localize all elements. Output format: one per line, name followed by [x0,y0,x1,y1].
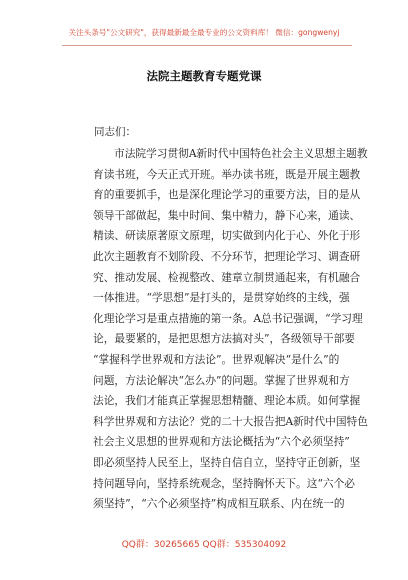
body-line: 此次主题教育不划阶段、不分环节，把理论学习、调查研 [93,249,361,263]
body-line: 即必须坚持人民至上，坚持自信自立，坚持守正创新，坚 [93,455,361,469]
body-line: 市法院学习贯彻A新时代中国特色社会主义思想主题教 [114,147,368,160]
body-line: 精读、研读原著原文原理，切实做到内化于心、外化于形 [93,229,361,243]
body-text [93,144,368,515]
body-line: 一体推进。“学思想”是打头的，是贯穿始终的主线，强 [93,291,350,305]
body-line: 须坚持”，“六个必须坚持”构成相互联系、内在统一的 [93,497,345,511]
body-line: 法论，我们才能真正掌握思想精髓、理论本质。如何掌握 [93,394,361,408]
body-line: 育读书班，今天正式开班。举办读书班，既是开展主题教 [93,167,361,181]
body-line: 化理论学习是重点措施的第一条。A总书记强调，“学习理 [93,311,363,325]
body-line: 持问题导向，坚持系统观念，坚持胸怀天下。这“六个必 [93,476,355,490]
body-line: 育的重要抓手，也是深化理论学习的重要方法，目的是从 [93,188,361,202]
header-divider [62,45,352,46]
greeting: 同志们： [94,126,136,138]
body-line: 社会主义思想的世界观和方法论概括为“六个必须坚持” [93,435,350,449]
body-line: 领导干部做起，集中时间、集中精力，静下心来，通读、 [93,208,361,222]
body-line: 究、推动发展、检视整改、建章立制贯通起来，有机融合 [93,270,361,284]
body-line: 科学世界观和方法论？党的二十大报告把A新时代中国特色 [93,414,368,428]
document-title: 法院主题教育专题党课 [146,69,262,83]
footer-contact: QQ群：30265665 QQ群：535304092 [121,540,287,550]
body-line: 论，最要紧的，是把思想方法搞对头”，各级领导干部要 [93,332,355,346]
header-promo-note: 关注头条号"公文研究"，获得最新最全最专业的公文资料库！ 微信：gongwenyj [68,28,340,37]
body-line: 问题，方法论解决“怎么办”的问题。掌握了世界观和方 [93,373,350,387]
body-line: “掌握科学世界观和方法论”。世界观解决“是什么”的 [93,352,340,366]
